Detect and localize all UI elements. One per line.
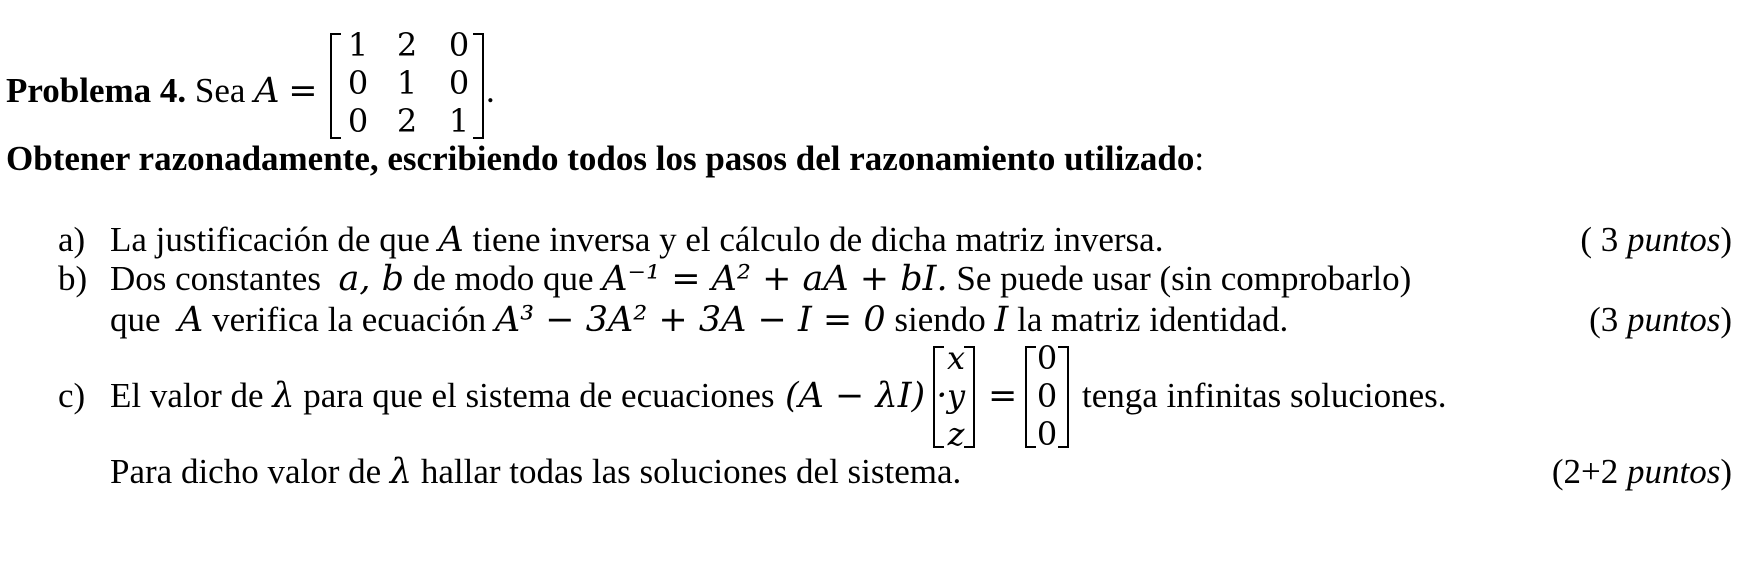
vector-cell: y xyxy=(946,377,966,415)
points-word: puntos xyxy=(1626,452,1721,491)
item-c-equals: = xyxy=(988,376,1018,416)
vector-xyz-right-bracket xyxy=(964,346,975,448)
points-word: puntos xyxy=(1626,300,1721,339)
item-b-line-2 xyxy=(110,300,1288,340)
item-b-vars: a, b xyxy=(338,259,404,299)
matrix-cell: 1 xyxy=(347,26,369,64)
item-c-line-1-left xyxy=(110,376,775,416)
item-c-letter: c) xyxy=(58,376,86,415)
item-c-line2-text-1: Para dicho valor de xyxy=(110,452,382,491)
item-c-line-2 xyxy=(110,452,961,492)
vector-cell: 0 xyxy=(1036,415,1058,453)
matrix-right-bracket xyxy=(473,33,484,139)
item-a-var: A xyxy=(438,220,464,260)
item-c-text-3: tenga infinitas soluciones. xyxy=(1082,376,1447,415)
points-prefix: (2+2 xyxy=(1551,452,1627,491)
item-c-text-1: El valor de xyxy=(110,376,264,415)
item-b-text-1: Dos constantes xyxy=(110,259,321,298)
vector-cell: 0 xyxy=(1036,339,1058,377)
problem-intro: Sea xyxy=(194,71,246,110)
item-c-points xyxy=(1552,452,1732,492)
item-b-line2-var: A xyxy=(178,300,204,340)
matrix-cell: 1 xyxy=(448,102,470,140)
matrix-period: . xyxy=(486,71,495,110)
points-prefix: ( 3 xyxy=(1580,220,1627,259)
item-c-lambda: λ xyxy=(272,376,295,416)
vector-cell: x xyxy=(946,339,966,377)
matrix-a xyxy=(338,26,482,140)
item-b-line2-text-3: siendo xyxy=(894,300,986,339)
points-suffix: ) xyxy=(1720,220,1732,259)
item-b-equation: A⁻¹ = A² + aA + bI. xyxy=(602,259,948,299)
points-suffix: ) xyxy=(1720,300,1732,339)
item-c-line2-lambda: λ xyxy=(389,452,413,492)
matrix-cell: 0 xyxy=(448,26,470,64)
matrix-cell: 0 xyxy=(448,64,470,102)
equals-sign: = xyxy=(288,71,318,111)
instruction-line xyxy=(6,139,1204,179)
matrix-cell: 1 xyxy=(396,64,418,102)
matrix-cell: 2 xyxy=(396,102,418,140)
item-b-points xyxy=(1589,300,1732,340)
vector-cell: 0 xyxy=(1036,377,1058,415)
item-a-text-2: tiene inversa y el cálculo de dicha matriz inversa. xyxy=(472,220,1164,259)
problem-title-line xyxy=(6,71,318,111)
item-a-points xyxy=(1580,220,1732,260)
instruction-text: Obtener razonadamente, escribiendo todos los pasos del razonamiento utilizado xyxy=(6,139,1195,178)
instruction-colon: : xyxy=(1194,139,1205,178)
matrix-cell: 0 xyxy=(347,64,369,102)
item-b-letter: b) xyxy=(58,259,88,298)
item-b-line2-text-4: la matriz identidad. xyxy=(1017,300,1289,339)
matrix-cell: 2 xyxy=(396,26,418,64)
vector-zero xyxy=(1033,339,1061,453)
item-b-text-2: de modo que xyxy=(412,259,594,298)
item-a-letter: a) xyxy=(58,220,86,259)
points-prefix: (3 xyxy=(1589,300,1627,339)
item-b-line2-equation: A³ − 3A² + 3A − I = 0 xyxy=(494,300,886,340)
points-suffix: ) xyxy=(1720,452,1732,491)
item-a-text xyxy=(110,220,1163,260)
item-b-line2-text-1: que xyxy=(110,300,161,339)
vector-zero-right-bracket xyxy=(1058,346,1069,448)
item-b-text-3: Se puede usar (sin comprobarlo) xyxy=(956,259,1412,298)
item-c-line2-text-2: hallar todas las soluciones del sistema. xyxy=(420,452,962,491)
item-a-text-1: La justificación de que xyxy=(110,220,430,259)
item-c-expression: (A − λI) · xyxy=(785,376,948,416)
item-b-line2-text-2: verifica la ecuación xyxy=(212,300,487,339)
problem-heading: Problema 4. xyxy=(6,71,187,110)
vector-cell: z xyxy=(947,415,965,453)
item-b-line-1 xyxy=(110,259,1411,299)
matrix-cell: 0 xyxy=(347,102,369,140)
item-c-text-2: para que el sistema de ecuaciones xyxy=(303,376,775,415)
item-b-line2-var2: I xyxy=(994,300,1009,340)
points-word: puntos xyxy=(1626,220,1721,259)
matrix-name: A xyxy=(254,71,280,111)
